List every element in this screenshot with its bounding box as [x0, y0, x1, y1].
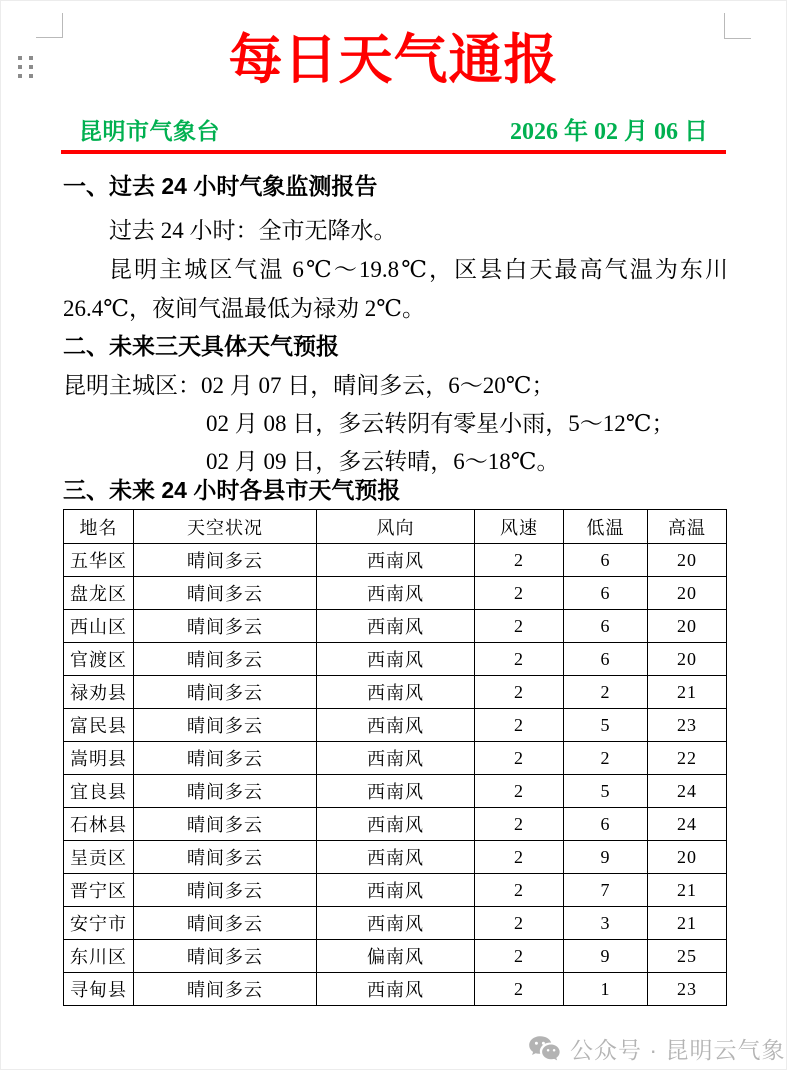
table-cell: 寻甸县 [64, 973, 134, 1006]
watermark [528, 1032, 785, 1065]
forecast-line-day1: 昆明主城区：02 月 07 日，晴间多云，6～20℃； [63, 373, 555, 398]
table-cell: 2 [564, 676, 648, 709]
table-row [64, 610, 727, 643]
table-cell: 6 [564, 610, 648, 643]
table-cell: 西南风 [317, 742, 475, 775]
table-cell: 晋宁区 [64, 874, 134, 907]
table-cell: 西南风 [317, 907, 475, 940]
table-row [64, 577, 727, 610]
table-cell: 5 [564, 709, 648, 742]
table-cell: 2 [564, 742, 648, 775]
table-row [64, 907, 727, 940]
header-divider [61, 150, 726, 154]
table-row [64, 940, 727, 973]
table-cell: 2 [475, 676, 564, 709]
table-cell: 2 [475, 544, 564, 577]
section3-heading: 三、未来 24 小时各县市天气预报 [63, 477, 401, 503]
table-row [64, 808, 727, 841]
table-cell: 25 [648, 940, 727, 973]
table-cell: 晴间多云 [134, 709, 317, 742]
table-cell: 2 [475, 709, 564, 742]
document-header [79, 115, 708, 149]
table-cell: 晴间多云 [134, 676, 317, 709]
table-cell: 2 [475, 742, 564, 775]
table-cell: 1 [564, 973, 648, 1006]
table-cell: 晴间多云 [134, 643, 317, 676]
table-cell: 20 [648, 544, 727, 577]
table-row [64, 709, 727, 742]
table-cell: 20 [648, 841, 727, 874]
table-cell: 2 [475, 808, 564, 841]
page-title: 每日天气通报 [228, 30, 559, 90]
table-cell: 2 [475, 643, 564, 676]
table-cell: 6 [564, 643, 648, 676]
table-cell: 西南风 [317, 874, 475, 907]
table-cell: 20 [648, 610, 727, 643]
table-cell: 6 [564, 808, 648, 841]
table-cell: 23 [648, 709, 727, 742]
table-cell: 7 [564, 874, 648, 907]
table-cell: 20 [648, 643, 727, 676]
station-name: 昆明市气象台 [79, 119, 220, 144]
table-cell: 21 [648, 874, 727, 907]
table-cell: 23 [648, 973, 727, 1006]
table-cell: 五华区 [64, 544, 134, 577]
table-cell: 西山区 [64, 610, 134, 643]
table-cell: 西南风 [317, 808, 475, 841]
watermark-text: 公众号 · 昆明云气象 [570, 1037, 786, 1063]
table-cell: 2 [475, 775, 564, 808]
table-row [64, 643, 727, 676]
report-date: 2026 年 02 月 06 日 [510, 119, 708, 145]
column-header: 地名 [64, 510, 134, 544]
column-header: 低温 [564, 510, 648, 544]
table-body [64, 544, 727, 1006]
table-cell: 盘龙区 [64, 577, 134, 610]
table-row [64, 676, 727, 709]
table-cell: 2 [475, 907, 564, 940]
table-cell: 晴间多云 [134, 577, 317, 610]
table-row [64, 742, 727, 775]
table-cell: 晴间多云 [134, 907, 317, 940]
table-row [64, 841, 727, 874]
table-cell: 西南风 [317, 775, 475, 808]
table-cell: 6 [564, 577, 648, 610]
table-cell: 西南风 [317, 610, 475, 643]
table-cell: 2 [475, 577, 564, 610]
table-cell: 晴间多云 [134, 973, 317, 1006]
table-cell: 偏南风 [317, 940, 475, 973]
table-row [64, 973, 727, 1006]
table-cell: 2 [475, 841, 564, 874]
section2-heading: 二、未来三天具体天气预报 [63, 333, 339, 359]
table-cell: 24 [648, 808, 727, 841]
column-header: 风速 [475, 510, 564, 544]
table-cell: 石林县 [64, 808, 134, 841]
table-cell: 安宁市 [64, 907, 134, 940]
table-cell: 6 [564, 544, 648, 577]
table-cell: 2 [475, 610, 564, 643]
table-cell: 宜良县 [64, 775, 134, 808]
table-cell: 晴间多云 [134, 874, 317, 907]
table-cell: 晴间多云 [134, 775, 317, 808]
table-row [64, 874, 727, 907]
column-header: 天空状况 [134, 510, 317, 544]
table-cell: 24 [648, 775, 727, 808]
table-cell: 20 [648, 577, 727, 610]
table-cell: 嵩明县 [64, 742, 134, 775]
table-cell: 东川区 [64, 940, 134, 973]
table-cell: 西南风 [317, 544, 475, 577]
table-cell: 晴间多云 [134, 940, 317, 973]
table-cell: 西南风 [317, 709, 475, 742]
table-cell: 晴间多云 [134, 808, 317, 841]
table-cell: 官渡区 [64, 643, 134, 676]
section1-paragraph-temperature: 昆明主城区气温 6℃～19.8℃，区县白天最高气温为东川 26.4℃，夜间气温最低为禄劝 2℃。 [63, 257, 728, 321]
table-cell: 晴间多云 [134, 610, 317, 643]
table-cell: 2 [475, 940, 564, 973]
table-cell: 晴间多云 [134, 742, 317, 775]
table-cell: 西南风 [317, 676, 475, 709]
table-cell: 西南风 [317, 643, 475, 676]
table-cell: 3 [564, 907, 648, 940]
table-cell: 西南风 [317, 577, 475, 610]
table-cell: 晴间多云 [134, 544, 317, 577]
table-header-row [64, 510, 727, 544]
table-row [64, 544, 727, 577]
table-cell: 22 [648, 742, 727, 775]
section1-paragraph-precipitation: 过去 24 小时：全市无降水。 [109, 218, 397, 243]
table-cell: 21 [648, 907, 727, 940]
county-forecast-table [63, 509, 727, 1006]
forecast-line-day3: 02 月 09 日，多云转晴，6～18℃。 [206, 449, 560, 474]
table-cell: 9 [564, 940, 648, 973]
table-cell: 晴间多云 [134, 841, 317, 874]
table-cell: 2 [475, 973, 564, 1006]
table-cell: 呈贡区 [64, 841, 134, 874]
table-cell: 9 [564, 841, 648, 874]
section1-heading: 一、过去 24 小时气象监测报告 [63, 173, 378, 199]
table-cell: 禄劝县 [64, 676, 134, 709]
wechat-icon [528, 1034, 562, 1064]
column-header: 高温 [648, 510, 727, 544]
table-cell: 2 [475, 874, 564, 907]
table-cell: 21 [648, 676, 727, 709]
table-cell: 5 [564, 775, 648, 808]
table-cell: 富民县 [64, 709, 134, 742]
column-header: 风向 [317, 510, 475, 544]
table-cell: 西南风 [317, 973, 475, 1006]
forecast-line-day2: 02 月 08 日，多云转阴有零星小雨，5～12℃； [206, 411, 675, 436]
table-row [64, 775, 727, 808]
table-cell: 西南风 [317, 841, 475, 874]
